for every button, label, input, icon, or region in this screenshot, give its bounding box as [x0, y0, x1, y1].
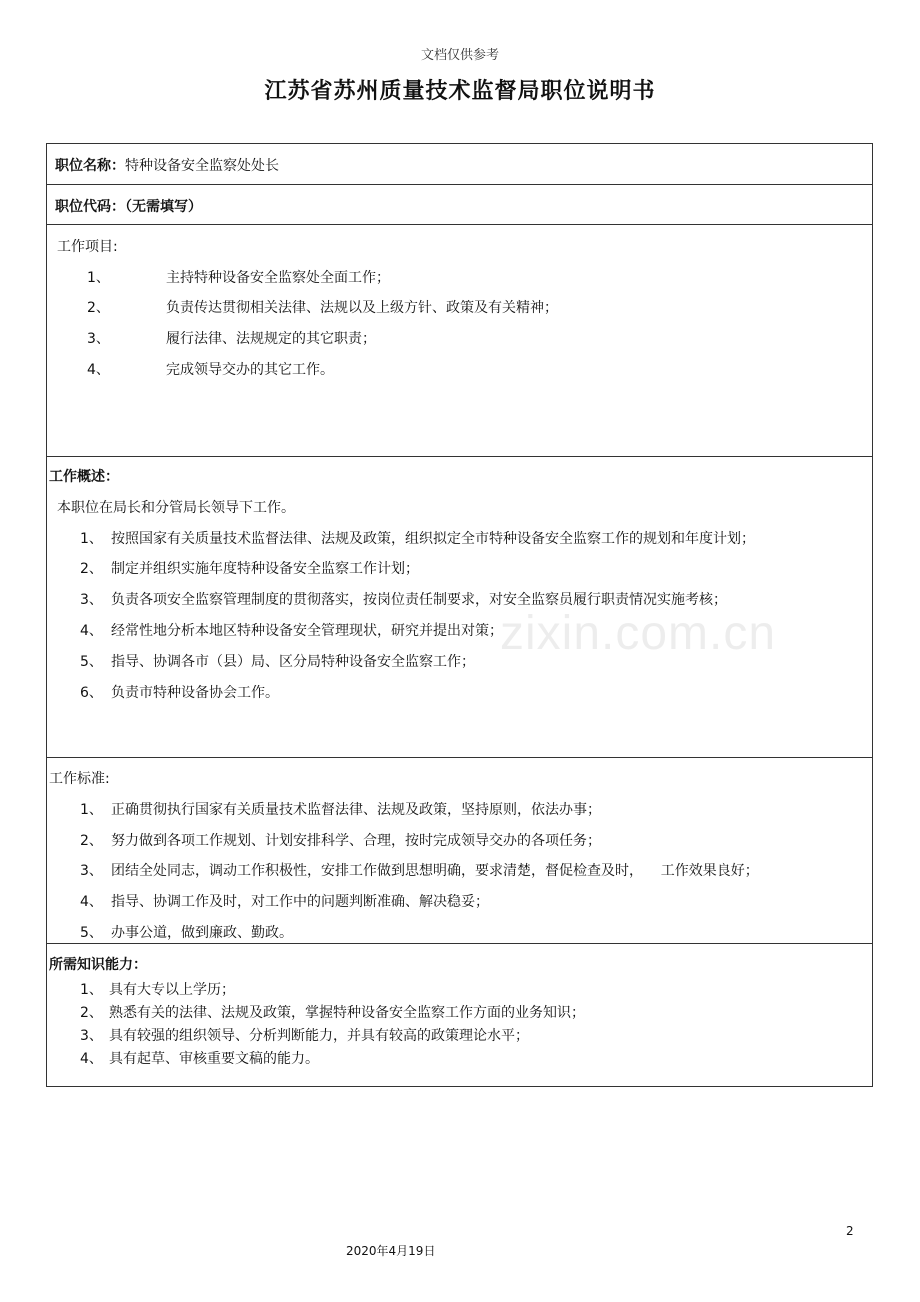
position-code-field [55, 196, 202, 216]
list-item: 1、 正确贯彻执行国家有关质量技术监督法律、法规及政策，坚持原则，依法办事； [80, 802, 601, 818]
list-item: 3、 履行法律、法规规定的其它职责； [87, 331, 376, 347]
watermark: zixin.com.cn [500, 607, 777, 660]
position-code-label: 职位代码： [55, 199, 125, 215]
position-name-value: 特种设备安全监察处处长 [125, 158, 279, 174]
list-item: 1、 按照国家有关质量技术监督法律、法规及政策，组织拟定全市特种设备安全监察工作的规划和年度计划； [80, 531, 755, 547]
header-note: 文档仅供参考 [420, 48, 499, 63]
list-item: 4、 完成领导交办的其它工作。 [87, 362, 334, 378]
list-item: 2、 制定并组织实施年度特种设备安全监察工作计划； [80, 561, 419, 577]
work-items-heading: 工作项目: [57, 239, 118, 255]
work-summary-section [47, 456, 872, 757]
document-title: 江苏省苏州质量技术监督局职位说明书 [264, 79, 656, 104]
list-item: 6、 负责市特种设备协会工作。 [80, 685, 279, 701]
list-item: 5、 指导、协调各市（县）局、区分局特种设备安全监察工作； [80, 654, 475, 670]
job-description-table [46, 143, 873, 1087]
list-item: 2、 熟悉有关的法律、法规及政策，掌握特种设备安全监察工作方面的业务知识； [80, 1005, 585, 1021]
list-item: 3、 负责各项安全监察管理制度的贯彻落实，按岗位责任制要求，对安全监察员履行职责情况实施考核； [80, 592, 727, 608]
list-item: 4、 指导、协调工作及时，对工作中的问题判断准确、解决稳妥； [80, 894, 489, 910]
list-item: 4、 经常性地分析本地区特种设备安全管理现状，研究并提出对策； [80, 623, 503, 639]
page-number: 2 [846, 1224, 854, 1238]
list-item: 1、 主持特种设备安全监察处全面工作； [87, 270, 390, 286]
position-name-row [47, 144, 872, 184]
list-item: 1、 具有大专以上学历； [80, 982, 235, 998]
footer-date: 2020年4月19日 [346, 1244, 436, 1258]
position-name-label: 职位名称： [55, 158, 125, 174]
list-item: 2、 努力做到各项工作规划、计划安排科学、合理，按时完成领导交办的各项任务； [80, 833, 601, 849]
work-summary-heading: 工作概述： [49, 469, 119, 485]
list-item: 5、 办事公道，做到廉政、勤政。 [80, 925, 293, 941]
knowledge-heading: 所需知识能力： [49, 957, 147, 973]
list-item: 4、 具有起草、审核重要文稿的能力。 [80, 1051, 319, 1067]
position-code-row [47, 184, 872, 224]
position-name-field [55, 155, 279, 175]
knowledge-section [47, 943, 872, 1086]
work-summary-intro: 本职位在局长和分管局长领导下工作。 [57, 500, 295, 516]
work-standard-heading: 工作标准: [49, 771, 110, 787]
work-items-section [47, 224, 872, 456]
position-code-value: （无需填写） [125, 199, 202, 215]
list-item: 2、 负责传达贯彻相关法律、法规以及上级方针、政策及有关精神； [87, 300, 558, 316]
list-item: 3、 团结全处同志，调动工作积极性，安排工作做到思想明确，要求清楚，督促检查及时， 工作效果良好； [80, 863, 759, 879]
list-item: 3、 具有较强的组织领导、分析判断能力，并具有较高的政策理论水平； [80, 1028, 529, 1044]
work-standard-section [47, 757, 872, 943]
